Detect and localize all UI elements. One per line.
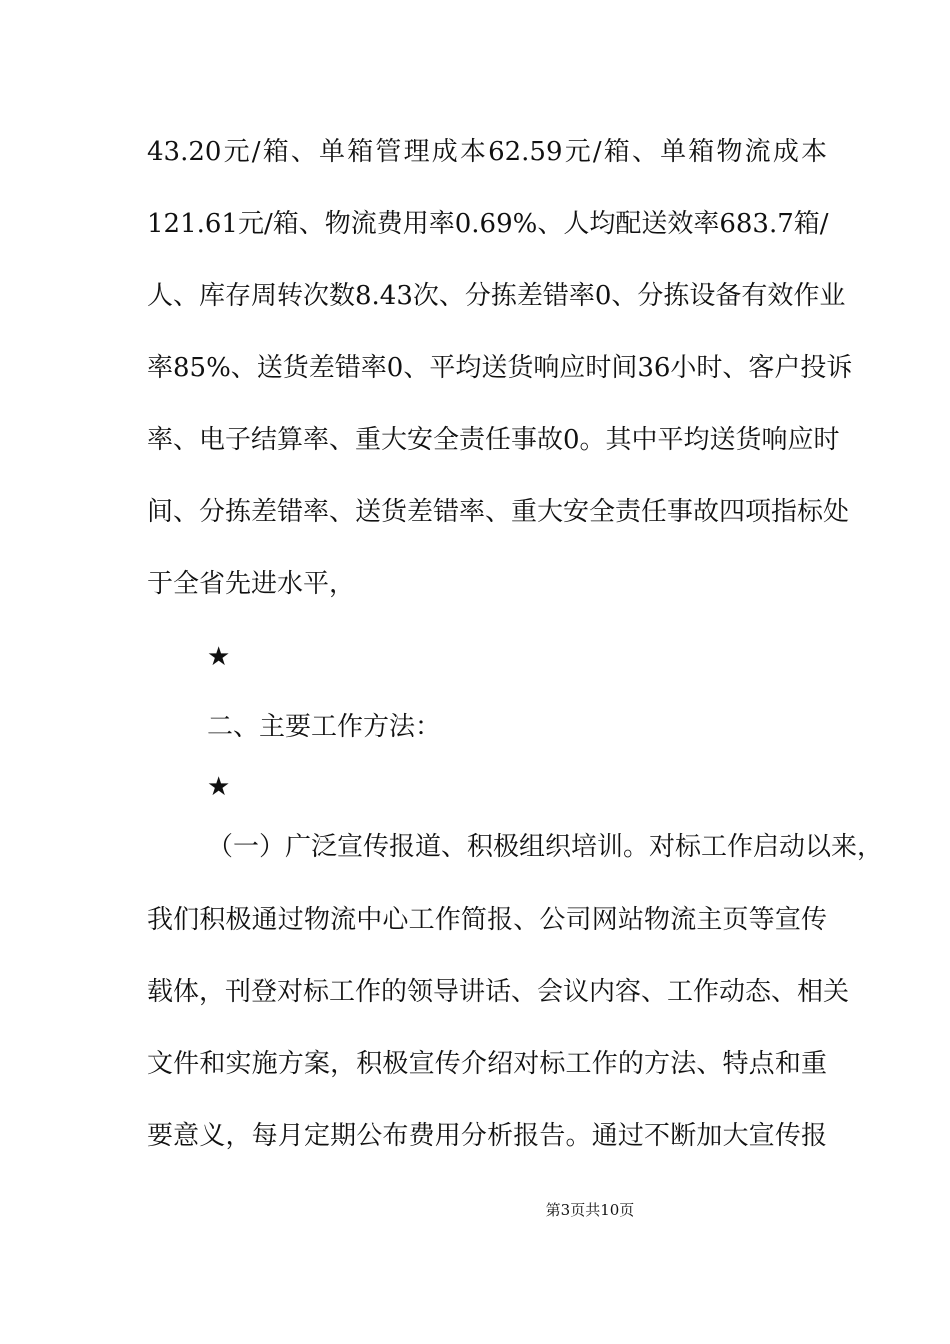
text-line: 要意义，每月定期公布费用分析报告。通过不断加大宣传报 bbox=[147, 1121, 827, 1151]
section-heading: 二、主要工作方法： bbox=[207, 712, 442, 742]
page-number: 第3页共10页 bbox=[545, 1201, 635, 1219]
text-line: 于全省先进水平， bbox=[147, 569, 356, 599]
text-line: 文件和实施方案，积极宣传介绍对标工作的方法、特点和重 bbox=[147, 1049, 827, 1079]
star-icon: ★ bbox=[207, 772, 231, 802]
text-line: 率85%、送货差错率0、平均送货响应时间36小时、客户投诉 bbox=[147, 353, 853, 383]
text-line: 我们积极通过物流中心工作简报、公司网站物流主页等宣传 bbox=[147, 905, 827, 935]
text-line: 121.61元/箱、物流费用率0.69%、人均配送效率683.7箱/ bbox=[147, 209, 829, 239]
page-footer bbox=[0, 1200, 950, 1220]
text-line: 载体，刊登对标工作的领导讲话、会议内容、工作动态、相关 bbox=[147, 977, 850, 1007]
text-line: 人、库存周转次数8.43次、分拣差错率0、分拣设备有效作业 bbox=[147, 281, 846, 311]
star-icon: ★ bbox=[207, 642, 231, 672]
text-line: 间、分拣差错率、送货差错率、重大安全责任事故四项指标处 bbox=[147, 497, 850, 527]
text-line: 43.20元/箱、单箱管理成本62.59元/箱、单箱物流成本 bbox=[147, 137, 827, 167]
text-line: 率、电子结算率、重大安全责任事故0。其中平均送货响应时 bbox=[147, 425, 840, 455]
text-line: （一）广泛宣传报道、积极组织培训。对标工作启动以来， bbox=[207, 832, 884, 862]
